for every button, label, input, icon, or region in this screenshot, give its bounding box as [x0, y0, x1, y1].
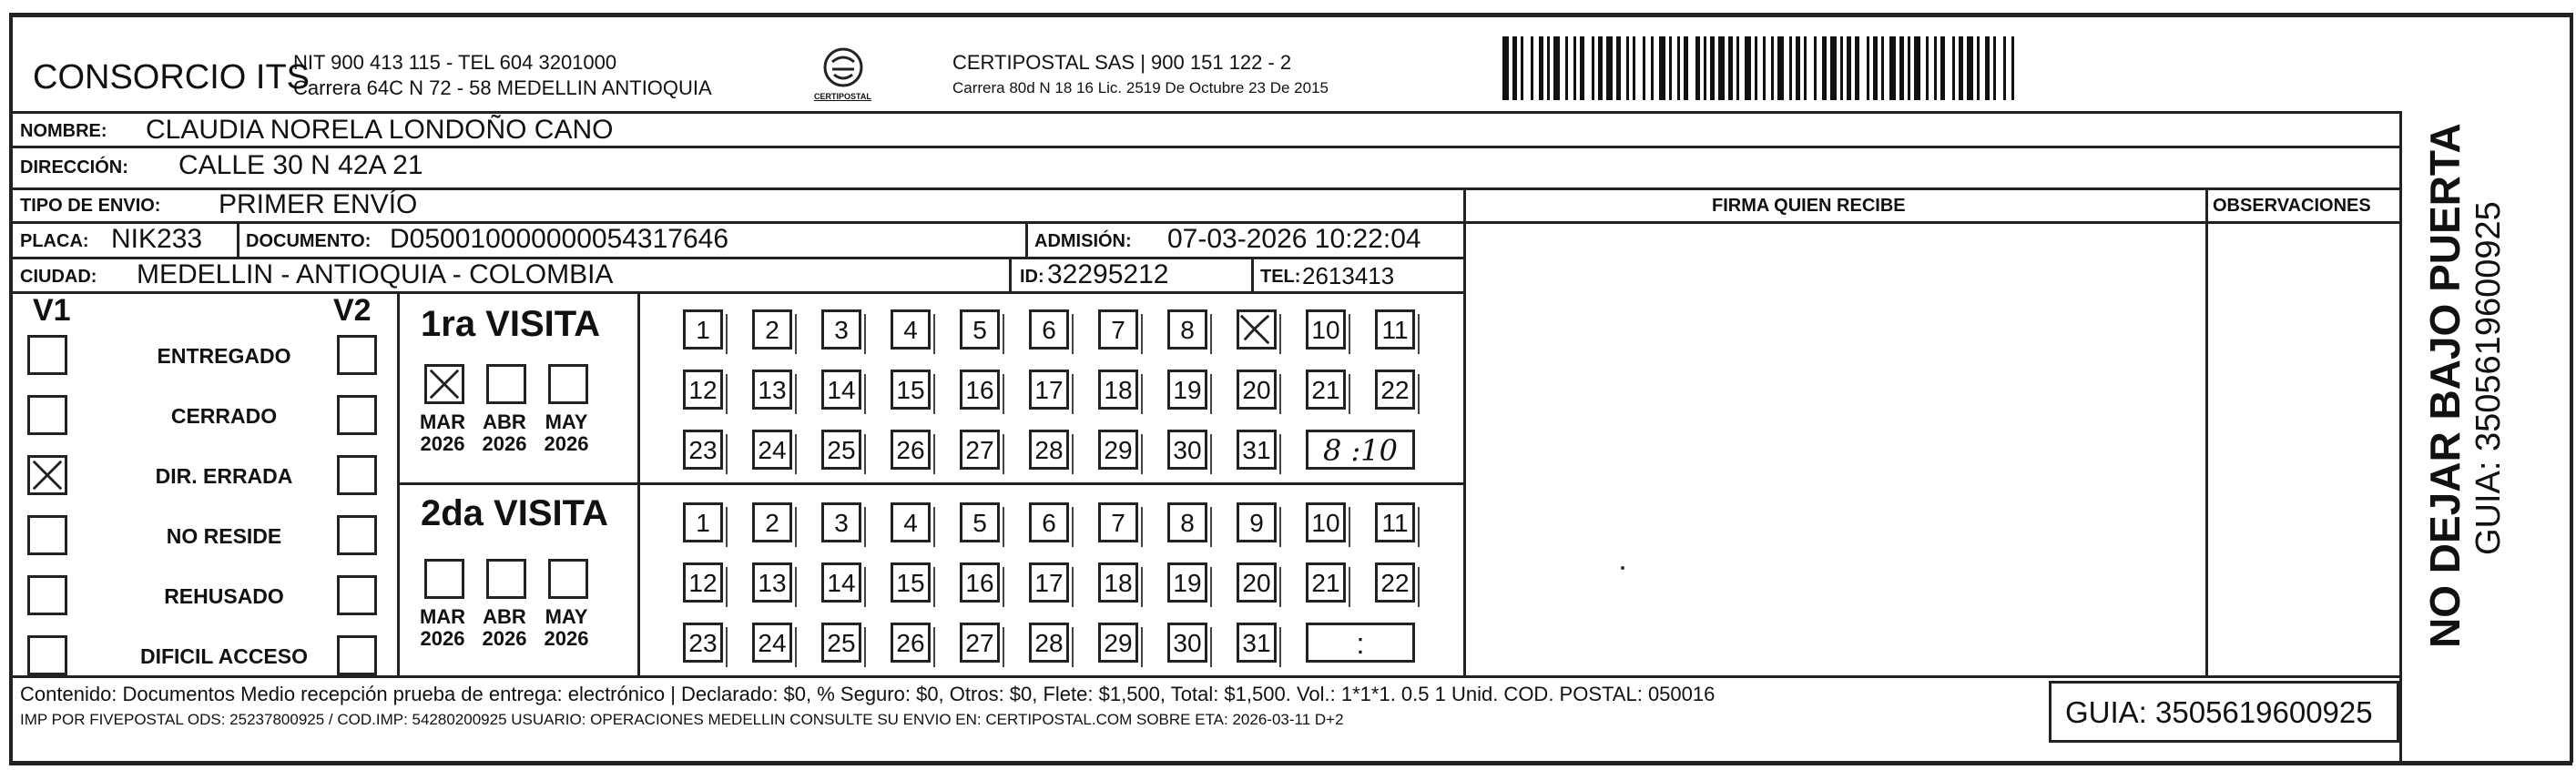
second-visit-day-number: 29: [1104, 629, 1133, 657]
second-visit-day-box[interactable]: [1029, 623, 1069, 663]
status-option-label: REHUSADO: [164, 584, 284, 608]
second-visit-day-box[interactable]: [683, 502, 723, 542]
second-visit-day-box[interactable]: [752, 623, 792, 663]
barcode-bar: [1718, 36, 1725, 100]
first-visit-day-box[interactable]: [752, 430, 792, 470]
first-visit-day-box[interactable]: [1375, 309, 1415, 350]
tel-label: TEL:: [1260, 267, 1301, 287]
first-visit-day-box[interactable]: [1098, 309, 1138, 350]
barcode: [1502, 36, 2222, 104]
first-visit-day-box[interactable]: [683, 370, 723, 410]
barcode-bar: [1659, 36, 1665, 100]
second-visit-day-box[interactable]: [960, 502, 1000, 542]
first-visit-day-number: 23: [688, 436, 718, 464]
first-visit-label: 1ra VISITA: [421, 304, 601, 344]
second-visit-day-box[interactable]: [1098, 623, 1138, 663]
second-visit-day-number: 6: [1042, 509, 1056, 537]
second-visit-day-number: 17: [1034, 569, 1064, 597]
first-visit-day-box[interactable]: [960, 370, 1000, 410]
barcode-bar: [1710, 36, 1715, 100]
barcode-bar: [1598, 36, 1603, 100]
second-visit-day-box[interactable]: [1029, 562, 1069, 603]
second-visit-day-box[interactable]: [752, 502, 792, 542]
barcode-bar: [1521, 36, 1523, 100]
barcode-bar: [1728, 36, 1733, 100]
barcode-bar: [1512, 36, 1517, 100]
barcode-bar: [1502, 36, 1509, 100]
second-visit-day-number: 20: [1242, 569, 1271, 597]
barcode-bar: [1684, 36, 1688, 100]
second-visit-day-box[interactable]: [960, 623, 1000, 663]
cell-divider: [1009, 258, 1012, 291]
barcode-bar: [1626, 36, 1629, 100]
v2-header: V2: [333, 293, 372, 328]
bottom-border: [9, 761, 2572, 765]
barcode-bar: [1873, 36, 1878, 100]
second-visit-month-label: ABR 2026: [482, 605, 527, 651]
company-address-line: Carrera 64C N 72 - 58 MEDELLIN ANTIOQUIA: [293, 76, 712, 99]
first-visit-day-box[interactable]: [960, 309, 1000, 350]
left-border: [9, 13, 13, 763]
second-visit-day-number: 30: [1173, 629, 1202, 657]
first-visit-day-box[interactable]: [891, 430, 931, 470]
first-visit-day-number: 5: [972, 316, 987, 344]
barcode-bar: [1704, 36, 1706, 100]
ciudad-label: CIUDAD:: [20, 267, 97, 287]
barcode-bar: [1565, 36, 1568, 100]
first-visit-day-box[interactable]: [1306, 309, 1346, 350]
id-value: 32295212: [1047, 259, 1169, 289]
id-label: ID:: [1020, 267, 1044, 287]
status-option-label: CERRADO: [170, 404, 278, 428]
first-visit-day-number: 1: [696, 316, 710, 344]
first-visit-day-box[interactable]: [1167, 370, 1207, 410]
barcode-bar: [1926, 36, 1929, 100]
first-visit-day-box[interactable]: [1167, 309, 1207, 350]
documento-label: DOCUMENTO:: [246, 231, 372, 251]
barcode-bar: [1789, 36, 1792, 100]
status-option-label: DIR. ERRADA: [155, 464, 293, 488]
first-visit-day-box[interactable]: [1029, 370, 1069, 410]
second-visit-day-number: 5: [972, 509, 987, 537]
first-visit-day-number: 26: [896, 436, 925, 464]
barcode-bar: [1633, 36, 1635, 100]
v1-checkbox[interactable]: [27, 395, 67, 435]
second-visit-day-number: 9: [1249, 509, 1264, 537]
first-visit-day-number: 2: [765, 316, 779, 344]
v1-checkbox[interactable]: [27, 455, 67, 495]
column-divider: [2399, 111, 2402, 761]
signature-area[interactable]: [1468, 224, 2204, 674]
second-visit-day-number: 19: [1173, 569, 1202, 597]
v2-checkbox[interactable]: [337, 635, 377, 675]
row-divider: [11, 111, 2399, 114]
second-visit-day-box[interactable]: [1375, 562, 1415, 603]
barcode-bar: [1777, 36, 1784, 100]
second-visit-day-number: 13: [758, 569, 787, 597]
first-visit-day-box[interactable]: [821, 370, 861, 410]
second-visit-day-number: 15: [896, 569, 925, 597]
barcode-bar: [1804, 36, 1807, 100]
second-visit-day-box[interactable]: [1167, 562, 1207, 603]
barcode-bar: [1985, 36, 1990, 100]
second-visit-month-checkbox[interactable]: [548, 559, 588, 599]
barcode-bar: [1977, 36, 1980, 100]
barcode-bar: [1651, 36, 1654, 100]
first-visit-day-number: 15: [896, 376, 925, 404]
carrier-line: CERTIPOSTAL SAS | 900 151 122 - 2: [952, 51, 1292, 74]
first-visit-day-number: 25: [827, 436, 856, 464]
second-visit-day-number: 4: [903, 509, 918, 537]
first-visit-day-number: 7: [1111, 316, 1125, 344]
documento-value: D050010000000054317646: [390, 224, 729, 254]
status-option-label: DIFICIL ACCESO: [139, 644, 308, 668]
second-visit-day-box[interactable]: [1306, 562, 1346, 603]
second-visit-day-number: 21: [1311, 569, 1340, 597]
first-visit-day-box[interactable]: [1029, 309, 1069, 350]
barcode-bar: [1967, 36, 1973, 100]
barcode-bar: [1643, 36, 1645, 100]
first-visit-day-number: 12: [688, 376, 718, 404]
second-visit-day-number: 14: [827, 569, 856, 597]
first-visit-day-box[interactable]: [891, 309, 931, 350]
barcode-bar: [1814, 36, 1817, 100]
status-option-label: ENTREGADO: [157, 344, 291, 368]
barcode-bar: [1934, 36, 1937, 100]
first-visit-day-number: 3: [834, 316, 849, 344]
barcode-bar: [1616, 36, 1621, 100]
ciudad-value: MEDELLIN - ANTIOQUIA - COLOMBIA: [137, 259, 614, 289]
second-visit-day-number: 27: [965, 629, 994, 657]
placa-label: PLACA:: [20, 231, 89, 251]
barcode-bar: [1899, 36, 1904, 100]
guia-box-text: GUIA: 3505619600925: [2065, 695, 2373, 729]
second-visit-day-number: 28: [1034, 629, 1064, 657]
barcode-bar: [1606, 36, 1613, 100]
first-visit-day-box[interactable]: [683, 430, 723, 470]
barcode-bar: [1914, 36, 1920, 100]
row-divider: [11, 291, 1463, 294]
barcode-bar: [1677, 36, 1680, 100]
right-border: [2570, 13, 2573, 763]
barcode-bar: [1830, 36, 1837, 100]
direccion-label: DIRECCIÓN:: [20, 157, 128, 177]
first-visit-day-number: 16: [965, 376, 994, 404]
barcode-bar: [2003, 36, 2006, 100]
v1-checkbox[interactable]: [27, 335, 67, 375]
first-visit-day-number: 4: [903, 316, 918, 344]
first-visit-day-box[interactable]: [683, 309, 723, 350]
column-divider: [1463, 187, 1466, 675]
second-visit-day-number: 26: [896, 629, 925, 657]
v1-checkbox[interactable]: [27, 635, 67, 675]
first-visit-day-number: 18: [1104, 376, 1133, 404]
day-mark-icon: [1239, 312, 1274, 347]
first-visit-day-box[interactable]: [1375, 370, 1415, 410]
second-visit-day-number: 11: [1381, 509, 1409, 537]
second-visit-day-number: 2: [765, 509, 779, 537]
footer-content-line: Contenido: Documentos Medio recepción prueba de entrega: electrónico | Declarado: $0, % Seguro: $0, Otros: $0, Flete: $1,500, Total: $1,500. Vol.: 1*1*1. 0.5 1 Unid. COD. POSTAL: 050016: [20, 683, 1716, 705]
second-visit-day-box[interactable]: [1237, 562, 1277, 603]
second-visit-day-box[interactable]: [1237, 502, 1277, 542]
second-visit-day-box[interactable]: [1167, 502, 1207, 542]
second-visit-day-number: 16: [965, 569, 994, 597]
top-border: [9, 13, 2572, 17]
second-visit-day-box[interactable]: [1375, 502, 1415, 542]
status-option-label: NO RESIDE: [166, 524, 282, 548]
first-visit-month-checkbox[interactable]: [548, 364, 588, 404]
first-visit-day-box[interactable]: [752, 370, 792, 410]
first-visit-day-box[interactable]: [1237, 309, 1277, 350]
second-visit-day-number: 12: [688, 569, 718, 597]
barcode-bar: [1840, 36, 1843, 100]
first-visit-day-box[interactable]: [821, 430, 861, 470]
no-dejar-bajo-puerta: NO DEJAR BAJO PUERTA: [2421, 123, 2469, 648]
first-visit-day-number: 21: [1311, 376, 1340, 404]
barcode-bar: [1695, 36, 1700, 100]
barcode-bar: [1952, 36, 1955, 100]
second-visit-day-number: 10: [1311, 509, 1340, 537]
first-visit-day-box[interactable]: [891, 370, 931, 410]
second-visit-day-box[interactable]: [1306, 502, 1346, 542]
barcode-bar: [1547, 36, 1550, 100]
v1-checkbox[interactable]: [27, 575, 67, 615]
first-visit-month-checkbox[interactable]: [486, 364, 526, 404]
company-nit-line: NIT 900 413 115 - TEL 604 3201000: [293, 51, 617, 74]
second-visit-day-number: 8: [1180, 509, 1195, 537]
barcode-bar: [1580, 36, 1584, 100]
barcode-bar: [2011, 36, 2014, 100]
placa-value: NIK233: [111, 224, 203, 254]
row-divider: [11, 675, 2399, 678]
barcode-bar: [1736, 36, 1739, 100]
v1-header: V1: [33, 293, 71, 328]
first-visit-day-box[interactable]: [1237, 430, 1277, 470]
v2-checkbox[interactable]: [337, 395, 377, 435]
first-visit-day-number: 19: [1173, 376, 1202, 404]
barcode-bar: [1908, 36, 1910, 100]
second-visit-day-number: 1: [696, 509, 710, 537]
first-visit-month-label: MAY 2026: [544, 410, 589, 456]
second-visit-day-box[interactable]: [891, 502, 931, 542]
first-visit-day-box[interactable]: [1098, 370, 1138, 410]
first-visit-day-number: 17: [1034, 376, 1064, 404]
second-visit-day-box[interactable]: [1098, 562, 1138, 603]
second-visit-day-box[interactable]: [891, 562, 931, 603]
first-visit-time-box[interactable]: 8 :10: [1306, 430, 1415, 470]
first-visit-day-box[interactable]: [752, 309, 792, 350]
tipo-envio-label: TIPO DE ENVIO:: [20, 196, 161, 216]
carrier-license-line: Carrera 80d N 18 16 Lic. 2519 De Octubre 23 De 2015: [952, 79, 1329, 96]
second-visit-day-box[interactable]: [960, 562, 1000, 603]
barcode-bar: [1847, 36, 1851, 100]
first-visit-day-number: 22: [1380, 376, 1410, 404]
first-visit-month-checkbox[interactable]: [424, 364, 464, 404]
second-visit-month-label: MAR 2026: [419, 605, 466, 651]
second-visit-day-number: 3: [834, 509, 849, 537]
barcode-bar: [1959, 36, 1963, 100]
column-divider: [2205, 187, 2208, 675]
barcode-bar: [1855, 36, 1859, 100]
first-visit-day-box[interactable]: [960, 430, 1000, 470]
first-visit-day-number: 6: [1042, 316, 1056, 344]
first-visit-day-box[interactable]: [1167, 430, 1207, 470]
barcode-bar: [1771, 36, 1774, 100]
company-name: CONSORCIO ITS: [33, 58, 311, 96]
barcode-bar: [1881, 36, 1884, 100]
v2-checkbox[interactable]: [337, 515, 377, 555]
nombre-value: CLAUDIA NORELA LONDOÑO CANO: [146, 115, 614, 145]
direccion-value: CALLE 30 N 42A 21: [178, 150, 423, 180]
second-visit-day-number: 18: [1104, 569, 1133, 597]
admision-label: ADMISIÓN:: [1034, 231, 1132, 251]
logo-caption: CERTIPOSTAL: [814, 92, 871, 101]
first-visit-day-number: 29: [1104, 436, 1133, 464]
row-divider: [11, 146, 2399, 148]
tel-value: 2613413: [1302, 262, 1395, 289]
first-visit-day-number: 13: [758, 376, 787, 404]
second-visit-day-box[interactable]: [821, 623, 861, 663]
second-visit-day-box[interactable]: [821, 562, 861, 603]
second-visit-day-number: 24: [758, 629, 787, 657]
admision-value: 07-03-2026 10:22:04: [1167, 224, 1421, 254]
certipostal-logo: [810, 44, 876, 107]
first-visit-day-number: 8: [1180, 316, 1195, 344]
observations-area[interactable]: [2210, 224, 2398, 674]
second-visit-day-box[interactable]: [1167, 623, 1207, 663]
barcode-bar: [1822, 36, 1827, 100]
first-visit-day-number: 10: [1311, 316, 1340, 344]
v2-checkbox[interactable]: [337, 575, 377, 615]
first-visit-day-number: 20: [1242, 376, 1271, 404]
second-visit-day-number: 22: [1380, 569, 1410, 597]
second-visit-time-box[interactable]: :: [1306, 623, 1415, 663]
side-guia: GUIA: 3505619600925: [2469, 201, 2508, 555]
barcode-bar: [1539, 36, 1543, 100]
second-visit-day-number: 7: [1111, 509, 1125, 537]
second-visit-day-box[interactable]: [1237, 623, 1277, 663]
barcode-bar: [1669, 36, 1672, 100]
footer-print-line: IMP POR FIVEPOSTAL ODS: 25237800925 / COD.IMP: 54280200925 USUARIO: OPERACIONES MEDELLIN CONSULTE SU ENVIO EN: CERTIPOSTAL.COM SOBRE ETA: 2026-03-11 D+2: [20, 711, 1344, 728]
barcode-bar: [1889, 36, 1896, 100]
first-visit-month-label: MAR 2026: [419, 410, 466, 456]
v2-checkbox[interactable]: [337, 335, 377, 375]
first-visit-day-box[interactable]: [1306, 370, 1346, 410]
nombre-label: NOMBRE:: [20, 121, 107, 141]
second-visit-day-number: 25: [827, 629, 856, 657]
first-visit-day-number: 28: [1034, 436, 1064, 464]
cell-divider: [1025, 222, 1028, 257]
second-visit-day-box[interactable]: [683, 623, 723, 663]
barcode-bar: [1940, 36, 1945, 100]
v2-checkbox[interactable]: [337, 455, 377, 495]
second-visit-month-checkbox[interactable]: [424, 559, 464, 599]
visit-divider: [397, 482, 1463, 485]
first-visit-day-number: 27: [965, 436, 994, 464]
first-visit-day-box[interactable]: [1029, 430, 1069, 470]
v1-checkbox[interactable]: [27, 515, 67, 555]
stray-dot: [1621, 566, 1624, 570]
first-visit-day-number: 31: [1242, 436, 1271, 464]
first-visit-day-number: 14: [827, 376, 856, 404]
barcode-bar: [1573, 36, 1576, 100]
second-visit-day-number: 23: [688, 629, 718, 657]
second-visit-label: 2da VISITA: [421, 493, 608, 533]
first-visit-month-label: ABR 2026: [482, 410, 527, 456]
firma-header: FIRMA QUIEN RECIBE: [1712, 196, 1906, 216]
tipo-envio-value: PRIMER ENVÍO: [219, 189, 418, 219]
barcode-bar: [1867, 36, 1869, 100]
barcode-bar: [1745, 36, 1751, 100]
barcode-bar: [1796, 36, 1800, 100]
second-visit-month-checkbox[interactable]: [486, 559, 526, 599]
cell-divider: [1251, 258, 1254, 291]
barcode-bar: [1755, 36, 1757, 100]
second-visit-day-number: 31: [1242, 629, 1271, 657]
second-visit-day-box[interactable]: [683, 562, 723, 603]
cell-divider: [237, 222, 239, 257]
second-visit-month-label: MAY 2026: [544, 605, 589, 651]
second-visit-day-box[interactable]: [891, 623, 931, 663]
second-visit-day-box[interactable]: [821, 502, 861, 542]
barcode-bar: [1993, 36, 1996, 100]
barcode-bar: [1553, 36, 1560, 100]
second-visit-day-box[interactable]: [752, 562, 792, 603]
barcode-bar: [1763, 36, 1766, 100]
second-visit-day-box[interactable]: [1029, 502, 1069, 542]
first-visit-day-box[interactable]: [1098, 430, 1138, 470]
first-visit-day-number: 24: [758, 436, 787, 464]
first-visit-day-box[interactable]: [1237, 370, 1277, 410]
observaciones-header: OBSERVACIONES: [2213, 196, 2371, 216]
first-visit-day-number: 11: [1381, 316, 1409, 344]
barcode-bar: [1592, 36, 1594, 100]
barcode-bar: [1531, 36, 1533, 100]
first-visit-day-box[interactable]: [821, 309, 861, 350]
second-visit-day-box[interactable]: [1098, 502, 1138, 542]
first-visit-day-number: 30: [1173, 436, 1202, 464]
